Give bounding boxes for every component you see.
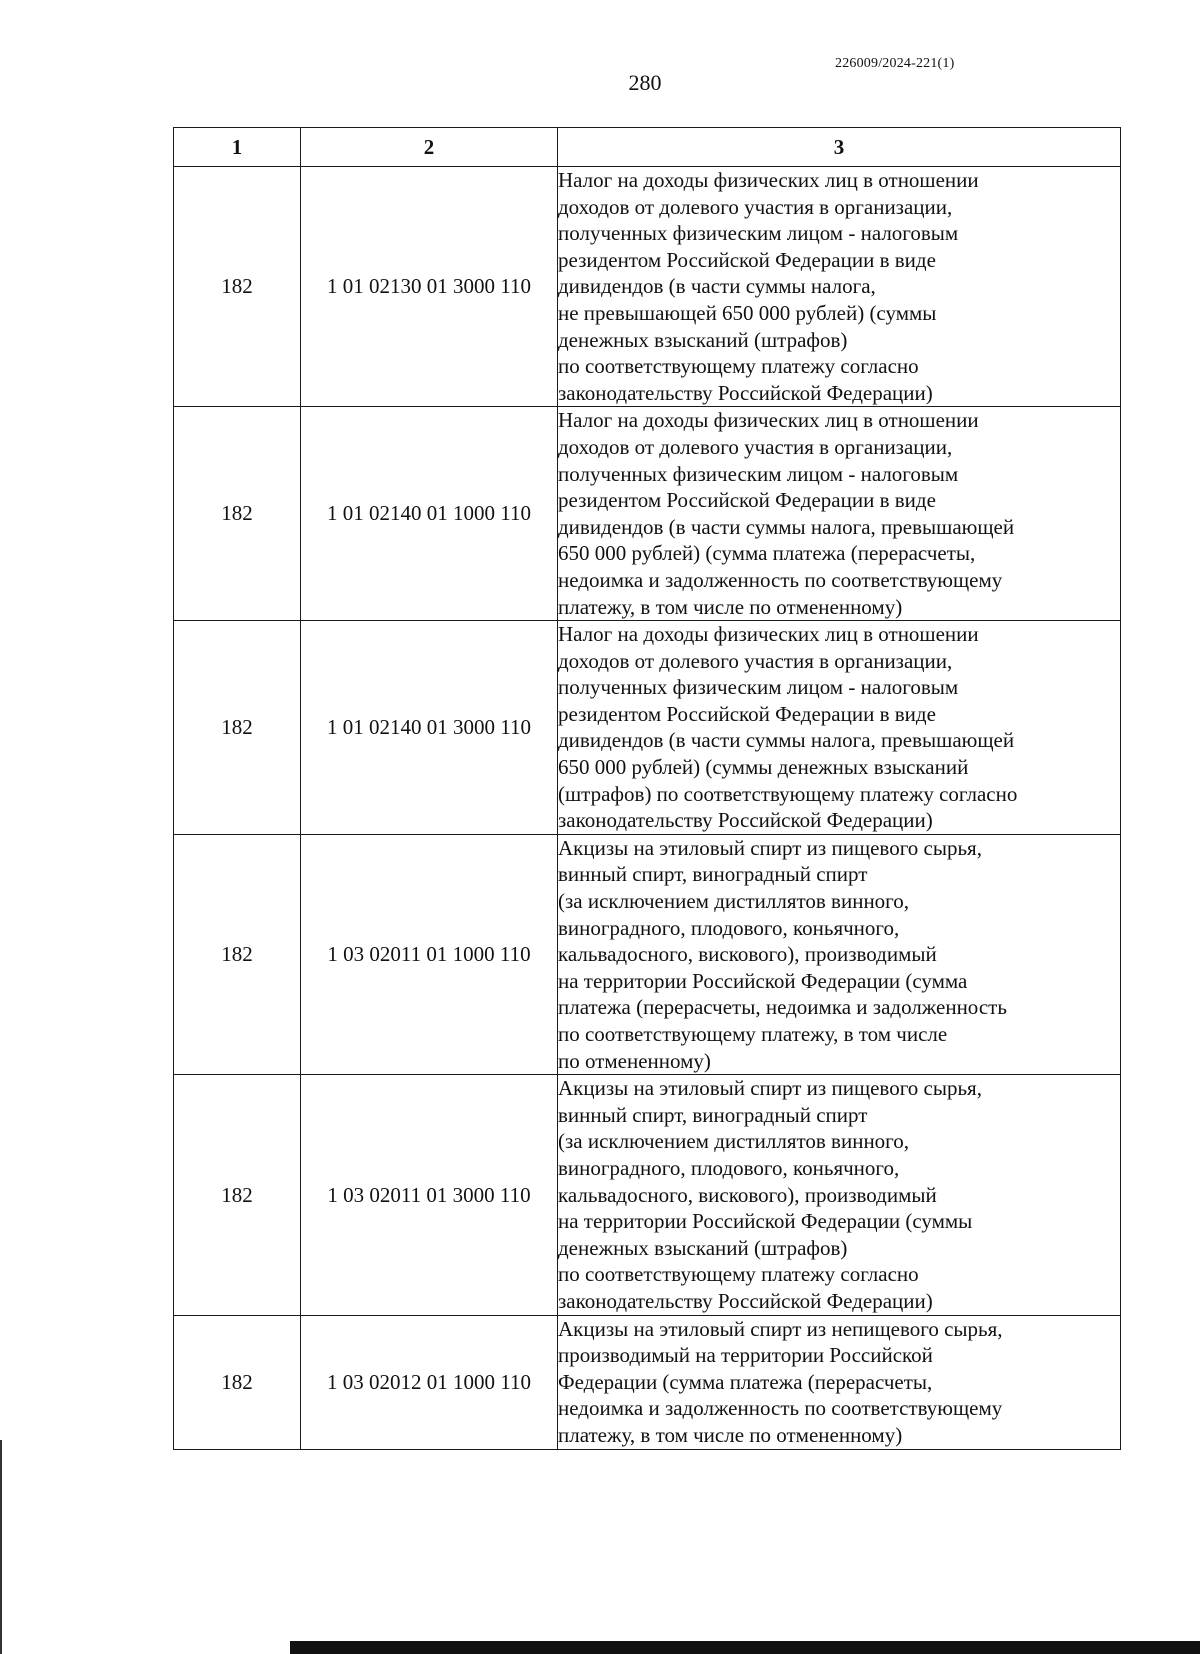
- administrator-code: 182: [174, 834, 301, 1074]
- table-row: [174, 1315, 1121, 1449]
- header-row: [174, 128, 1121, 167]
- budget-classification-code: 1 03 02011 01 1000 110: [301, 834, 558, 1074]
- page-number: 280: [628, 70, 662, 95]
- revenue-description: Налог на доходы физических лиц в отношении доходов от долевого участия в организации, полученных физическим лицом - налоговым резидентом Российской Федерации в виде дивидендов (в части суммы налога, превышающей 650 000 рублей) (сумма платежа (перерасчеты, недоимка и задолженность по соответствующему платежу, в том числе по отмененному): [558, 407, 1121, 621]
- table-row: [174, 621, 1121, 835]
- administrator-code: 182: [174, 1075, 301, 1315]
- table-body: [174, 167, 1121, 1450]
- budget-classification-code: 1 01 02140 01 3000 110: [301, 621, 558, 835]
- administrator-code: 182: [174, 621, 301, 835]
- column-header-3: 3: [558, 128, 1121, 167]
- administrator-code: 182: [174, 407, 301, 621]
- table-row: [174, 834, 1121, 1074]
- revenue-description: Налог на доходы физических лиц в отношении доходов от долевого участия в организации, полученных физическим лицом - налоговым резидентом Российской Федерации в виде дивидендов (в части суммы налога, не превышающей 650 000 рублей) (суммы денежных взысканий (штрафов) по соответствующему платежу согласно законодательству Российской Федерации): [558, 167, 1121, 407]
- revenue-description: Акцизы на этиловый спирт из пищевого сырья, винный спирт, виноградный спирт (за исключением дистиллятов винного, виноградного, плодового, коньячного, кальвадосного, вискового), производимый на территории Российской Федерации (сумма платежа (перерасчеты, недоимка и задолженность по соответствующему платежу, в том числе по отмененному): [558, 834, 1121, 1074]
- budget-classification-code: 1 01 02130 01 3000 110: [301, 167, 558, 407]
- revenue-description: Налог на доходы физических лиц в отношении доходов от долевого участия в организации, полученных физическим лицом - налоговым резидентом Российской Федерации в виде дивидендов (в части суммы налога, превышающей 650 000 рублей) (суммы денежных взысканий (штрафов) по соответствующему платежу согласно законодательству Российской Федерации): [558, 621, 1121, 835]
- scan-edge-line: [0, 1440, 2, 1654]
- column-header-1: 1: [174, 128, 301, 167]
- budget-classification-code: 1 03 02011 01 3000 110: [301, 1075, 558, 1315]
- administrator-code: 182: [174, 167, 301, 407]
- table-header: [174, 128, 1121, 167]
- scan-bottom-edge: [290, 1641, 1200, 1654]
- document-number: 226009/2024-221(1): [835, 56, 955, 71]
- column-header-2: 2: [301, 128, 558, 167]
- budget-codes-table: [173, 127, 1121, 1450]
- table-row: [174, 167, 1121, 407]
- budget-classification-code: 1 01 02140 01 1000 110: [301, 407, 558, 621]
- revenue-description: Акцизы на этиловый спирт из непищевого сырья, производимый на территории Российской Федерации (сумма платежа (перерасчеты, недоимка и задолженность по соответствующему платежу, в том числе по отмененному): [558, 1315, 1121, 1449]
- table-row: [174, 1075, 1121, 1315]
- administrator-code: 182: [174, 1315, 301, 1449]
- revenue-description: Акцизы на этиловый спирт из пищевого сырья, винный спирт, виноградный спирт (за исключением дистиллятов винного, виноградного, плодового, коньячного, кальвадосного, вискового), производимый на территории Российской Федерации (суммы денежных взысканий (штрафов) по соответствующему платежу согласно законодательству Российской Федерации): [558, 1075, 1121, 1315]
- budget-classification-code: 1 03 02012 01 1000 110: [301, 1315, 558, 1449]
- table-row: [174, 407, 1121, 621]
